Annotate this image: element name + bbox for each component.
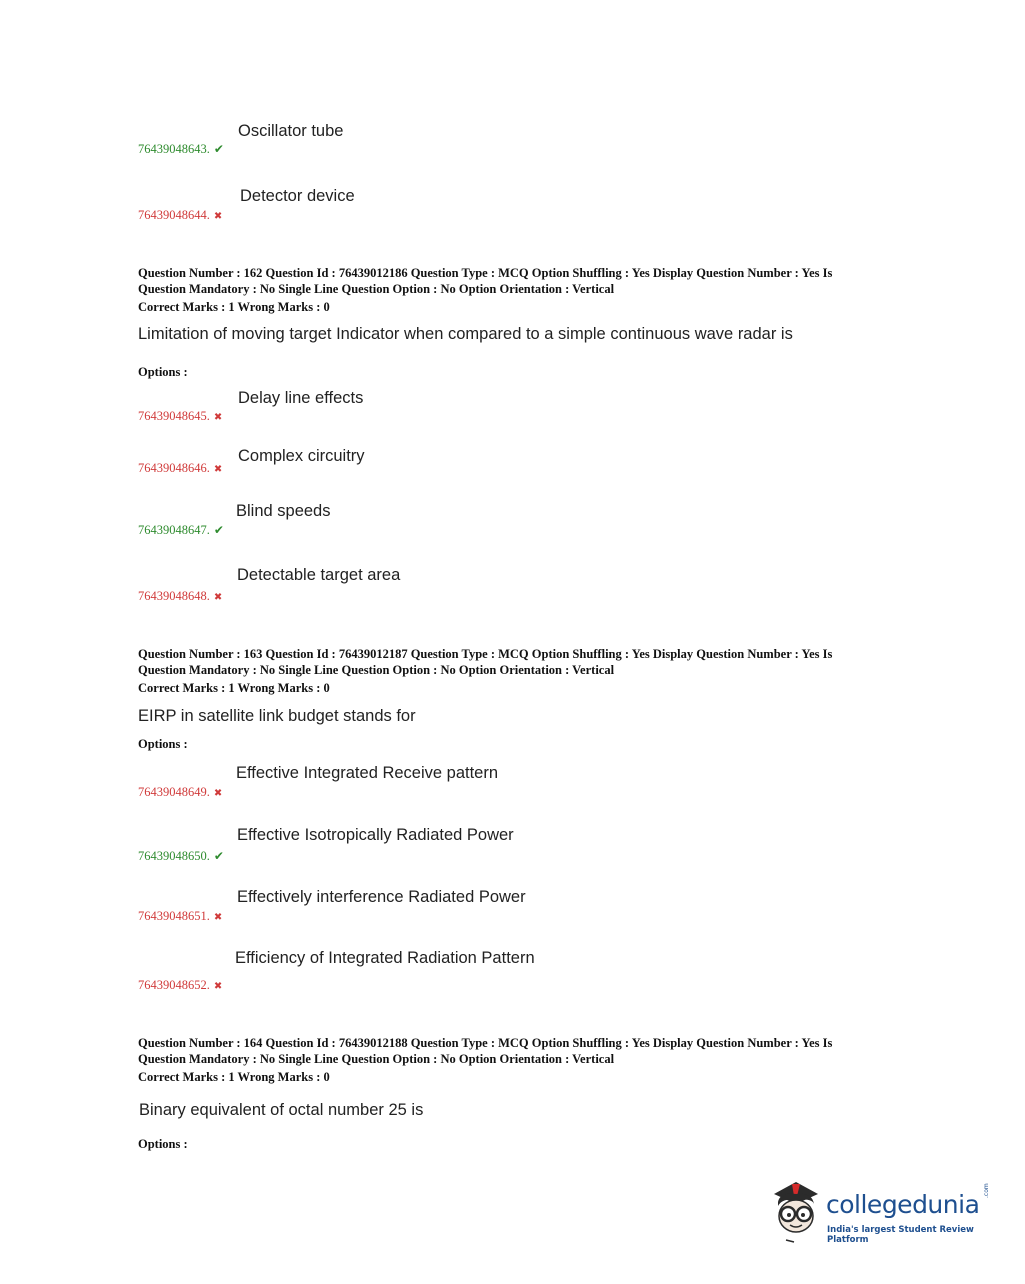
cross-icon: ✖	[213, 412, 223, 423]
option-id: 76439048643. ✔	[138, 142, 224, 156]
cross-icon: ✖	[213, 912, 223, 923]
option-text: Blind speeds	[236, 502, 331, 520]
collegedunia-logo	[766, 1176, 996, 1248]
option-id: 76439048647. ✔	[138, 523, 224, 537]
option-text: Detectable target area	[237, 566, 401, 584]
meta-line: Question Mandatory : No Single Line Question Option : No Option Orientation : Vertical	[138, 282, 615, 296]
check-icon: ✔	[213, 142, 224, 156]
check-icon: ✔	[213, 849, 224, 863]
question-text: Limitation of moving target Indicator when compared to a simple continuous wave radar is	[138, 325, 793, 343]
logo-suffix: .com	[983, 1183, 990, 1198]
meta-line: Correct Marks : 1 Wrong Marks : 0	[138, 300, 330, 314]
option-text: Effective Integrated Receive pattern	[236, 764, 499, 782]
meta-line: Question Number : 164 Question Id : 76439012188 Question Type : MCQ Option Shuffling : Yes Display Question Number : Yes Is	[138, 1036, 833, 1050]
options-label: Options :	[138, 365, 188, 379]
cross-icon: ✖	[213, 788, 223, 799]
option-id: 76439048649. ✖	[138, 785, 223, 799]
question-text: EIRP in satellite link budget stands for	[138, 707, 416, 725]
option-text: Efficiency of Integrated Radiation Pattern	[235, 949, 535, 967]
option-text: Delay line effects	[238, 389, 364, 407]
cross-icon: ✖	[213, 211, 223, 222]
logo-wordmark: collegedunia	[826, 1190, 980, 1219]
question-meta	[138, 646, 832, 696]
option-id: 76439048648. ✖	[138, 589, 223, 603]
option-id: 76439048645. ✖	[138, 409, 223, 423]
logo-tagline: India's largest Student Review Platform	[827, 1225, 974, 1245]
question-text: Binary equivalent of octal number 25 is	[139, 1101, 424, 1119]
cross-icon: ✖	[213, 464, 223, 475]
option-text: Effective Isotropically Radiated Power	[237, 826, 514, 844]
option-id: 76439048652. ✖	[138, 978, 223, 992]
question-meta	[138, 1035, 832, 1085]
meta-line: Question Mandatory : No Single Line Question Option : No Option Orientation : Vertical	[138, 1052, 615, 1066]
check-icon: ✔	[213, 523, 224, 537]
option-id: 76439048646. ✖	[138, 461, 223, 475]
option-id: 76439048650. ✔	[138, 849, 224, 863]
question-meta	[138, 265, 832, 315]
options-label: Options :	[138, 1137, 188, 1151]
option-text: Effectively interference Radiated Power	[237, 888, 526, 906]
option-text: Detector device	[240, 187, 355, 205]
option-text: Oscillator tube	[238, 122, 344, 140]
meta-line: Question Mandatory : No Single Line Question Option : No Option Orientation : Vertical	[138, 663, 615, 677]
cross-icon: ✖	[213, 592, 223, 603]
cross-icon: ✖	[213, 981, 223, 992]
option-text: Complex circuitry	[238, 447, 365, 465]
option-id: 76439048644. ✖	[138, 208, 223, 222]
meta-line: Question Number : 162 Question Id : 76439012186 Question Type : MCQ Option Shuffling : Yes Display Question Number : Yes Is	[138, 266, 833, 280]
mascot-icon	[766, 1178, 826, 1244]
option-id: 76439048651. ✖	[138, 909, 223, 923]
meta-line: Correct Marks : 1 Wrong Marks : 0	[138, 681, 330, 695]
options-label: Options :	[138, 737, 188, 751]
meta-line: Question Number : 163 Question Id : 76439012187 Question Type : MCQ Option Shuffling : Yes Display Question Number : Yes Is	[138, 647, 833, 661]
meta-line: Correct Marks : 1 Wrong Marks : 0	[138, 1070, 330, 1084]
